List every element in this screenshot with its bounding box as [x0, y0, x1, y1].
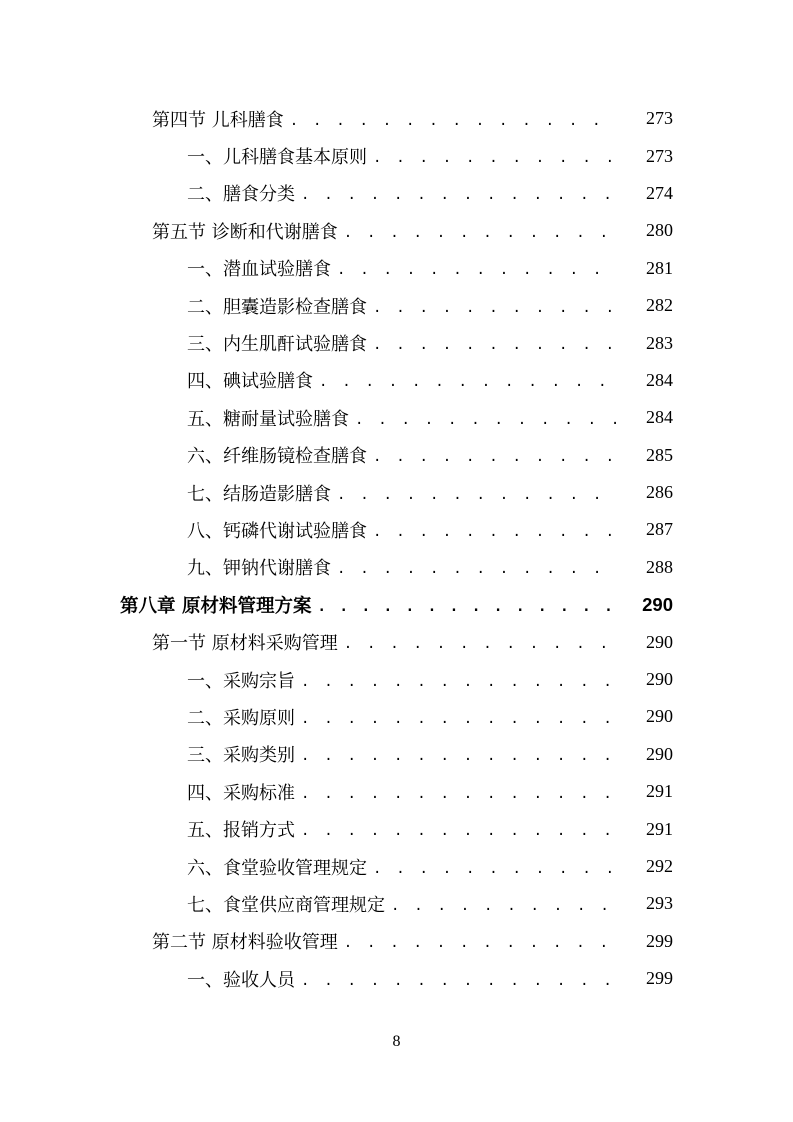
toc-dot-leader — [337, 562, 617, 576]
toc-dot-leader — [301, 675, 617, 689]
toc-entry-item[interactable] — [0, 250, 793, 287]
toc-entry-page-number: 284 — [646, 407, 673, 428]
toc-entry-page-number: 290 — [646, 631, 673, 652]
toc-dot-leader — [337, 488, 617, 502]
toc-dot-leader — [290, 114, 617, 128]
toc-entry-item[interactable] — [0, 885, 793, 922]
toc-entry-page-number: 290 — [646, 669, 673, 690]
toc-entry-item[interactable] — [0, 848, 793, 885]
toc-dot-leader — [337, 263, 617, 277]
toc-entry-section[interactable] — [0, 623, 793, 660]
table-of-contents — [0, 100, 793, 997]
toc-entry-label: 七、食堂供应商管理规定 — [187, 894, 385, 916]
toc-entry-page-number: 280 — [646, 220, 673, 241]
toc-dot-leader — [344, 226, 617, 240]
toc-entry-page-number: 283 — [646, 332, 673, 353]
toc-entry-item[interactable] — [0, 287, 793, 324]
toc-entry-label: 第二节 原材料验收管理 — [152, 932, 338, 954]
toc-dot-leader — [391, 899, 617, 913]
toc-entry-item[interactable] — [0, 960, 793, 997]
toc-dot-leader — [301, 787, 617, 801]
toc-entry-item[interactable] — [0, 661, 793, 698]
toc-entry-label: 一、采购宗旨 — [187, 670, 295, 692]
toc-entry-page-number: 285 — [646, 444, 673, 465]
toc-entry-item[interactable] — [0, 324, 793, 361]
toc-dot-leader — [317, 600, 617, 614]
toc-entry-page-number: 291 — [646, 781, 673, 802]
toc-dot-leader — [373, 338, 617, 352]
toc-dot-leader — [373, 525, 617, 539]
toc-entry-item[interactable] — [0, 474, 793, 511]
toc-entry-item[interactable] — [0, 511, 793, 548]
toc-entry-label: 五、报销方式 — [187, 820, 295, 842]
toc-entry-page-number: 273 — [646, 145, 673, 166]
toc-entry-item[interactable] — [0, 698, 793, 735]
toc-dot-leader — [355, 413, 617, 427]
toc-dot-leader — [344, 936, 617, 950]
toc-entry-page-number: 274 — [646, 182, 673, 203]
toc-entry-label: 二、膳食分类 — [187, 184, 295, 206]
toc-entry-item[interactable] — [0, 137, 793, 174]
toc-entry-item[interactable] — [0, 773, 793, 810]
toc-entry-label: 六、食堂验收管理规定 — [187, 857, 367, 879]
toc-entry-label: 三、采购类别 — [187, 745, 295, 767]
toc-entry-label: 七、结肠造影膳食 — [187, 483, 331, 505]
toc-entry-label: 第五节 诊断和代谢膳食 — [152, 221, 338, 243]
toc-dot-leader — [373, 862, 617, 876]
toc-entry-section[interactable] — [0, 100, 793, 137]
toc-entry-label: 四、碘试验膳食 — [187, 371, 313, 393]
toc-entry-label: 一、儿科膳食基本原则 — [187, 147, 367, 169]
toc-dot-leader — [301, 974, 617, 988]
toc-entry-item[interactable] — [0, 736, 793, 773]
toc-entry-section[interactable] — [0, 212, 793, 249]
toc-entry-item[interactable] — [0, 810, 793, 847]
toc-entry-label: 第八章 原材料管理方案 — [120, 595, 312, 617]
toc-entry-chapter[interactable] — [0, 586, 793, 623]
toc-entry-label: 九、钾钠代谢膳食 — [187, 558, 331, 580]
toc-entry-page-number: 284 — [646, 369, 673, 390]
toc-entry-label: 第一节 原材料采购管理 — [152, 633, 338, 655]
toc-dot-leader — [344, 637, 617, 651]
toc-dot-leader — [373, 450, 617, 464]
toc-dot-leader — [301, 188, 617, 202]
toc-entry-page-number: 290 — [642, 593, 673, 615]
toc-entry-page-number: 299 — [646, 968, 673, 989]
toc-entry-item[interactable] — [0, 549, 793, 586]
toc-entry-page-number: 291 — [646, 818, 673, 839]
toc-dot-leader — [301, 712, 617, 726]
toc-entry-page-number: 273 — [646, 108, 673, 129]
toc-entry-label: 一、验收人员 — [187, 969, 295, 991]
toc-entry-label: 第四节 儿科膳食 — [152, 109, 284, 131]
toc-entry-item[interactable] — [0, 175, 793, 212]
toc-entry-page-number: 287 — [646, 519, 673, 540]
toc-entry-label: 二、采购原则 — [187, 707, 295, 729]
toc-entry-label: 四、采购标准 — [187, 782, 295, 804]
toc-entry-page-number: 290 — [646, 743, 673, 764]
toc-entry-item[interactable] — [0, 437, 793, 474]
toc-entry-section[interactable] — [0, 923, 793, 960]
toc-entry-page-number: 282 — [646, 295, 673, 316]
toc-dot-leader — [373, 301, 617, 315]
toc-dot-leader — [301, 824, 617, 838]
toc-entry-label: 二、胆囊造影检查膳食 — [187, 296, 367, 318]
toc-entry-page-number: 286 — [646, 482, 673, 503]
toc-entry-label: 八、钙磷代谢试验膳食 — [187, 520, 367, 542]
toc-entry-page-number: 299 — [646, 930, 673, 951]
toc-entry-item[interactable] — [0, 362, 793, 399]
toc-entry-label: 五、糖耐量试验膳食 — [187, 408, 349, 430]
toc-entry-page-number: 290 — [646, 706, 673, 727]
toc-dot-leader — [301, 749, 617, 763]
toc-entry-item[interactable] — [0, 399, 793, 436]
page-number: 8 — [392, 1033, 401, 1050]
toc-entry-label: 三、内生肌酐试验膳食 — [187, 334, 367, 356]
toc-entry-page-number: 292 — [646, 856, 673, 876]
toc-entry-page-number: 293 — [646, 893, 673, 914]
toc-entry-label: 六、纤维肠镜检查膳食 — [187, 446, 367, 468]
toc-entry-label: 一、潜血试验膳食 — [187, 259, 331, 281]
toc-entry-page-number: 281 — [646, 257, 673, 278]
toc-dot-leader — [319, 375, 617, 389]
toc-entry-page-number: 288 — [646, 556, 673, 577]
toc-dot-leader — [373, 151, 617, 165]
